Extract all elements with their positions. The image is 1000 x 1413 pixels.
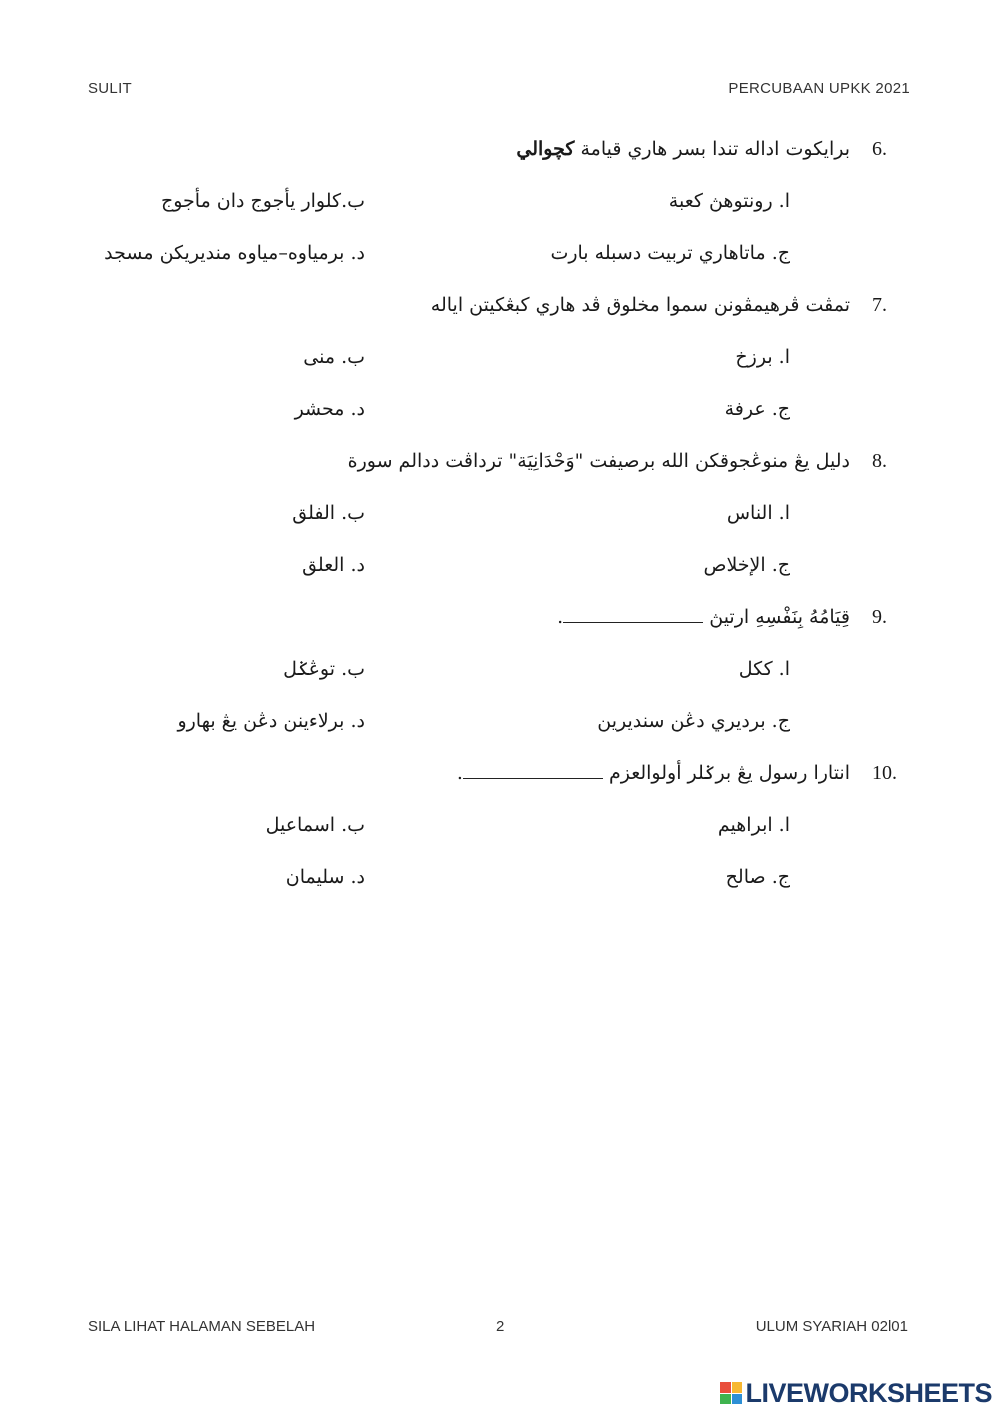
logo-mark-tile	[732, 1382, 743, 1393]
answer-blank[interactable]	[463, 764, 603, 779]
liveworksheets-logo[interactable]	[720, 1378, 992, 1408]
logo-mark-tile	[720, 1382, 731, 1393]
question-10-text: انتارا رسول يڠ برݢلر أولوالعزم .	[456, 762, 850, 784]
question-6-bold-word: كچوالي	[516, 138, 575, 160]
question-9-text: قِيَامُهُ بِنَفْسِهِ ارتيڽ .	[557, 606, 850, 628]
question-10-option-b[interactable]: ب. اسماعيل	[265, 814, 365, 836]
question-7-option-b[interactable]: ب. منى	[303, 346, 365, 368]
footer-left: SILA LIHAT HALAMAN SEBELAH	[88, 1318, 316, 1335]
question-7-number: 7.	[872, 294, 887, 316]
logo-text: LIVEWORKSHEETS	[745, 1377, 992, 1408]
question-6-text: برايكوت اداله تندا بسر هاري قيامة كچوالي	[516, 138, 850, 160]
question-9-option-d[interactable]: د. برلاءينن دڠن يڠ بهارو	[177, 710, 365, 732]
question-6-option-c[interactable]: ج. ماتاهاري تربيت دسبله بارت	[550, 242, 790, 264]
question-8-text: دليل يڠ منوڠجوقكن الله برصيفت "وَحْدَانِيَة" ترداڤت ددالم سورة	[347, 450, 850, 472]
question-6-option-b[interactable]: ب.كلوار يأجوج دان مأجوج	[160, 190, 365, 212]
question-6-number: 6.	[872, 138, 887, 160]
question-7-option-a[interactable]: ا. برزخ	[735, 346, 790, 368]
header-left: SULIT	[88, 80, 133, 97]
logo-mark-tile	[732, 1394, 743, 1405]
question-10-option-d[interactable]: د. سليمان	[285, 866, 365, 888]
question-8-number: 8.	[872, 450, 887, 472]
question-7-text: تمڤت ڤرهيمڤونن سموا مخلوق ڤد هاري كبڠكيتن اياله	[430, 294, 850, 316]
page-number: 2	[496, 1318, 505, 1335]
question-7-option-d[interactable]: د. محشر	[294, 398, 365, 420]
question-9-number: 9.	[872, 606, 887, 628]
question-7-option-c[interactable]: ج. عرفة	[724, 398, 790, 420]
question-6-option-d[interactable]: د. برمياوه–مياوه منديريكن مسجد	[104, 242, 365, 264]
question-9-option-a[interactable]: ا. ككل	[738, 658, 790, 680]
question-9-option-b[interactable]: ب. توڠݢل	[283, 658, 365, 680]
header-right: PERCUBAAN UPKK 2021	[728, 80, 910, 97]
question-8-option-a[interactable]: ا. الناس	[726, 502, 790, 524]
question-8-option-c[interactable]: ج. الإخلاص	[703, 554, 790, 576]
question-10-number: 10.	[872, 762, 897, 784]
question-8-option-d[interactable]: د. العلق	[302, 554, 365, 576]
answer-blank[interactable]	[563, 608, 703, 623]
question-8-option-b[interactable]: ب. الفلق	[292, 502, 365, 524]
logo-mark-tile	[720, 1394, 731, 1405]
question-10-option-c[interactable]: ج. صالح	[725, 866, 790, 888]
question-9-option-c[interactable]: ج. برديري دڠن سنديرين	[597, 710, 790, 732]
question-10-option-a[interactable]: ا. ابراهيم	[717, 814, 790, 836]
footer-right: ULUM SYARIAH 02l01	[755, 1318, 908, 1335]
question-6-option-a[interactable]: ا. رونتوهڽ كعبة	[668, 190, 790, 212]
logo-mark-icon	[720, 1382, 742, 1404]
